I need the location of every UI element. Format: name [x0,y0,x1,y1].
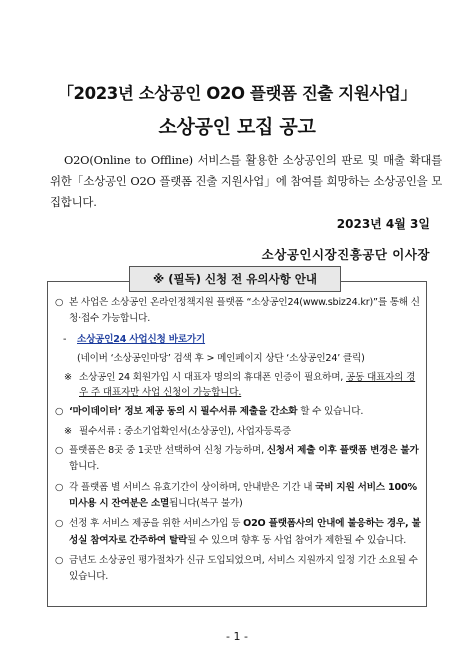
note-mark-icon: ※ [64,426,72,438]
notice-item-platform [55,295,421,328]
notice-bold-text: 신청서 제출 이후 플랫폼 변경은 불가 [266,445,419,457]
note-text: 필수서류 : 중소기업확인서(소상공인), 사업자등록증 [79,426,291,438]
notice-bold-text: ‘마이데이터’ 정보 제공 동의 시 필수서류 제출을 간소화 [69,405,298,417]
apply-link[interactable]: 소상공인24 사업신청 바로가기 [77,333,206,345]
notice-item-platform-choice [55,443,421,476]
notice-item-text: 본 사업은 소상공인 온라인정책지원 플랫폼 “소상공인24(www.sbiz24.kr)”를 통해 신청·접수 가능합니다. [69,297,420,325]
bullet-circle-icon: ○ [55,481,64,493]
announcement-title: 「2023년 소상공인 O2O 플랫폼 진출 지원사업」 [57,84,417,103]
notice-item-validity [55,480,421,513]
note-text: 소상공인 24 회원가입 시 대표자 명의의 휴대폰 인증이 필요하며, [79,371,346,383]
issuer-name: 소상공인시장진흥공단 이사장 [261,247,430,262]
notice-item-text: 각 플랫폼 별 서비스 유효기간이 상이하며, 안내받은 기간 내 [69,481,316,493]
note-underlined-text: 공동 대표자의 경우 주 대표자만 사업 신청이 가능합니다. [79,371,416,398]
notice-item-text-end: 될 수 있으며 향후 동 사업 참여가 제한될 수 있습니다. [187,534,407,546]
apply-link-description: (네이버 ‘소상공인마당’ 검색 후 > 메인페이지 상단 ‘소상공인24’ 클릭) [77,352,365,364]
intro-paragraph [50,150,442,213]
notice-heading: ※ (필독) 신청 전 유의사항 안내 [129,266,341,292]
notice-item-text: 금년도 소상공인 평가절차가 신규 도입되었으며, 서비스 지원까지 일정 기간 소요될 수 있습니다. [69,554,418,583]
notice-item-evaluation [55,553,421,586]
notice-item-mydata [55,404,421,420]
notice-bold-text: 국비 지원 서비스 100% 미사용 시 잔여분은 소멸 [69,481,417,510]
notice-content [55,295,421,590]
note-required-docs [55,424,421,439]
bullet-circle-icon: ○ [55,445,64,457]
page-number: - 1 - [226,630,248,643]
notice-item-compliance [55,516,421,549]
dash-icon: - [63,333,67,345]
intro-text: O2O(Online to Offline) 서비스를 활용한 소상공인의 판로 및 매출 확대를 위한「소상공인 O2O 플랫폼 진출 지원사업」에 참여를 희망하는 소상공인을 모집합니다. [50,153,442,209]
notice-item-text-end: 합니다. [69,461,100,473]
bullet-circle-icon: ○ [55,297,64,308]
bullet-circle-icon: ○ [55,405,64,417]
apply-link-row [55,332,421,348]
bullet-circle-icon: ○ [55,518,64,530]
announcement-date: 2023년 4월 3일 [336,217,430,231]
bullet-circle-icon: ○ [55,554,64,566]
note-signup [55,370,421,400]
notice-item-text: 선정 후 서비스 제공을 위한 서비스가입 등 [69,518,244,530]
notice-item-text-end: 됩니다(복구 불가) [169,498,243,510]
announcement-subtitle: 소상공인 모집 공고 [158,116,316,138]
notice-bold-text: O2O 플랫폼사의 안내에 불응하는 경우, 불성실 참여자로 간주하여 탈락 [69,518,421,546]
notice-item-text: 할 수 있습니다. [297,405,364,417]
note-mark-icon: ※ [64,371,72,383]
notice-item-text: 플랫폼은 8곳 중 1곳만 선택하여 신청 가능하며, [69,445,267,457]
